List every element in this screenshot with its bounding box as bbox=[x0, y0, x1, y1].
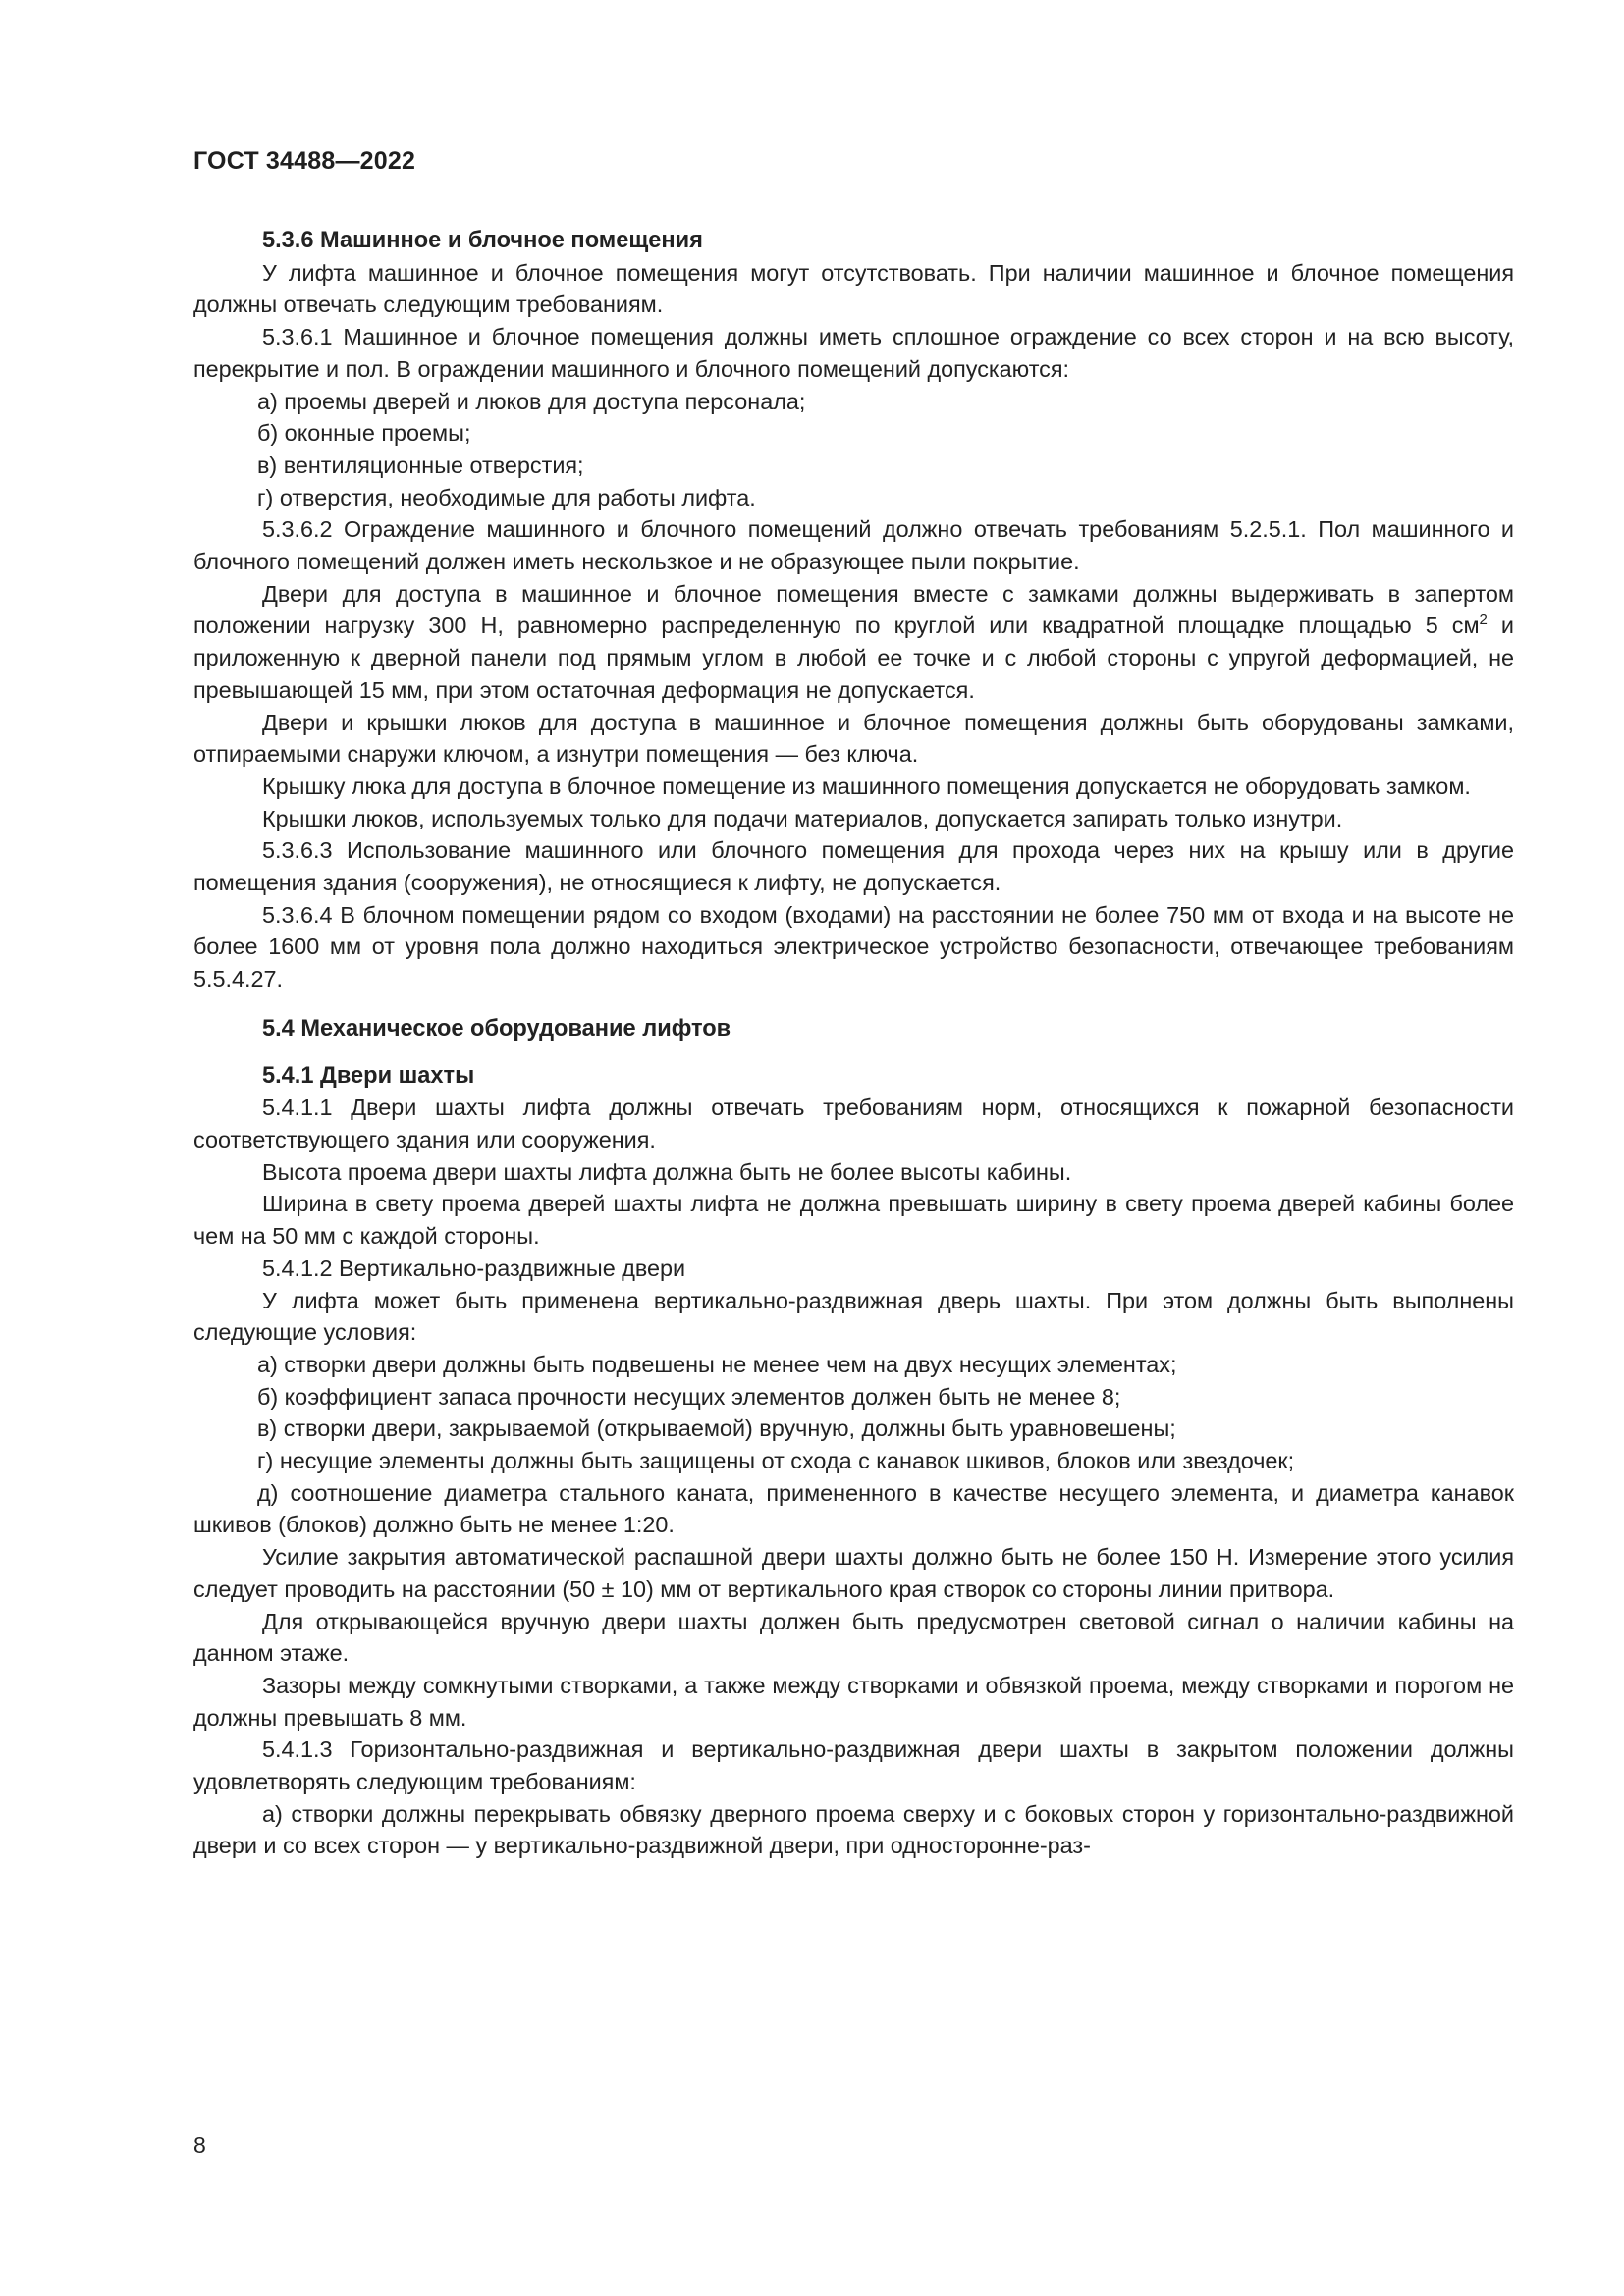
paragraph: Усилие закрытия автоматической распашной двери шахты должно быть не более 150 Н. Измерение этого усилия следует проводить на расстоянии (50 ± 10) мм от вертикального края створок со стороны линии притвора. bbox=[193, 1544, 1514, 1602]
paragraph: У лифта машинное и блочное помещения могут отсутствовать. При наличии машинное и блочное помещения должны отвечать следующим требованиям. bbox=[193, 259, 1514, 318]
paragraph: 5.3.6.1 Машинное и блочное помещения должны иметь сплошное ограждение со всех сторон и на всю высоту, перекрытие и пол. В ограждении машинного и блочного помещений допускаются: bbox=[193, 324, 1514, 382]
paragraph: 5.3.6.2 Ограждение машинного и блочного помещений должно отвечать требованиям 5.2.5.1. Пол машинного и блочного помещений должен иметь нескользкое и не образующее пыли покрытие. bbox=[193, 516, 1514, 575]
document-body bbox=[193, 225, 1514, 1862]
paragraph: Крышку люка для доступа в блочное помещение из машинного помещения допускается не оборудовать замком. bbox=[262, 773, 1471, 799]
paragraph: 5.4.1.3 Горизонтально-раздвижная и вертикально-раздвижная двери шахты в закрытом положении должны удовлетворять следующим требованиям: bbox=[193, 1736, 1514, 1795]
list-item: г) отверстия, необходимые для работы лифта. bbox=[257, 484, 756, 510]
document-header: ГОСТ 34488—2022 bbox=[193, 147, 416, 175]
section-heading-5-4-1: 5.4.1 Двери шахты bbox=[262, 1062, 475, 1089]
paragraph-text: и приложенную к дверной панели под прямым углом в любой ее точке и с любой стороны с упругой деформацией, не превышающей 15 мм, при этом остаточная деформация не допускается. bbox=[193, 613, 1514, 703]
paragraph: Ширина в свету проема дверей шахты лифта не должна превышать ширину в свету проема дверей кабины более чем на 50 мм с каждой стороны. bbox=[193, 1191, 1514, 1250]
paragraph-with-superscript bbox=[193, 578, 1514, 707]
list-item: в) вентиляционные отверстия; bbox=[257, 452, 584, 478]
list-item: б) оконные проемы; bbox=[257, 420, 471, 447]
paragraph: 5.3.6.3 Использование машинного или блочного помещения для прохода через них на крышу или в другие помещения здания (сооружения), не относящиеся к лифту, не допускается. bbox=[193, 837, 1514, 896]
paragraph: а) створки должны перекрывать обвязку дверного проема сверху и с боковых сторон у горизонтально-раздвижной двери и со всех сторон — у вертикально-раздвижной двери, при односторонне-раз- bbox=[193, 1800, 1514, 1859]
section-heading-5-3-6: 5.3.6 Машинное и блочное помещения bbox=[262, 228, 703, 253]
page-number: 8 bbox=[193, 2132, 206, 2158]
paragraph: Для открывающейся вручную двери шахты должен быть предусмотрен световой сигнал о наличии кабины на данном этаже. bbox=[193, 1608, 1514, 1667]
list-item: а) створки двери должны быть подвешены не менее чем на двух несущих элементах; bbox=[257, 1351, 1177, 1377]
list-item: г) несущие элементы должны быть защищены от схода с канавок шкивов, блоков или звездочек; bbox=[257, 1448, 1295, 1474]
paragraph: Высота проема двери шахты лифта должна быть не более высоты кабины. bbox=[262, 1158, 1072, 1185]
paragraph: У лифта может быть применена вертикально-раздвижная дверь шахты. При этом должны быть выполнены следующие условия: bbox=[193, 1287, 1514, 1346]
paragraph: 5.4.1.2 Вертикально-раздвижные двери bbox=[262, 1255, 686, 1281]
list-item: в) створки двери, закрываемой (открываемой) вручную, должны быть уравновешены; bbox=[257, 1415, 1176, 1442]
paragraph-text: Двери для доступа в машинное и блочное помещения вместе с замками должны выдерживать в запертом положении нагрузку 300 Н, равномерно распределенную по круглой или квадратной площадке площадью 5 см bbox=[193, 580, 1514, 639]
paragraph: Зазоры между сомкнутыми створками, а также между створками и обвязкой проема, между створками и порогом не должны превышать 8 мм. bbox=[193, 1672, 1514, 1731]
superscript: 2 bbox=[1479, 612, 1488, 629]
paragraph: 5.3.6.4 В блочном помещении рядом со входом (входами) на расстоянии не более 750 мм от входа и на высоте не более 1600 мм от уровня пола должно находиться электрическое устройство безопасности, отвечающее требованиям 5.5.4.27. bbox=[193, 901, 1514, 992]
list-item: б) коэффициент запаса прочности несущих элементов должен быть не менее 8; bbox=[257, 1383, 1121, 1410]
list-item: а) проемы дверей и люков для доступа персонала; bbox=[257, 388, 806, 414]
section-heading-5-4: 5.4 Механическое оборудование лифтов bbox=[262, 1015, 731, 1041]
list-item: д) соотношение диаметра стального каната, примененного в качестве несущего элемента, и диаметра канавок шкивов (блоков) должно быть не менее 1:20. bbox=[193, 1479, 1514, 1538]
paragraph: Крышки люков, используемых только для подачи материалов, допускается запирать только изнутри. bbox=[262, 805, 1343, 831]
paragraph: 5.4.1.1 Двери шахты лифта должны отвечать требованиям норм, относящихся к пожарной безопасности соответствующего здания или сооружения. bbox=[193, 1095, 1514, 1152]
paragraph: Двери и крышки люков для доступа в машинное и блочное помещения должны быть оборудованы замками, отпираемыми снаружи ключом, а изнутри помещения — без ключа. bbox=[193, 709, 1514, 768]
